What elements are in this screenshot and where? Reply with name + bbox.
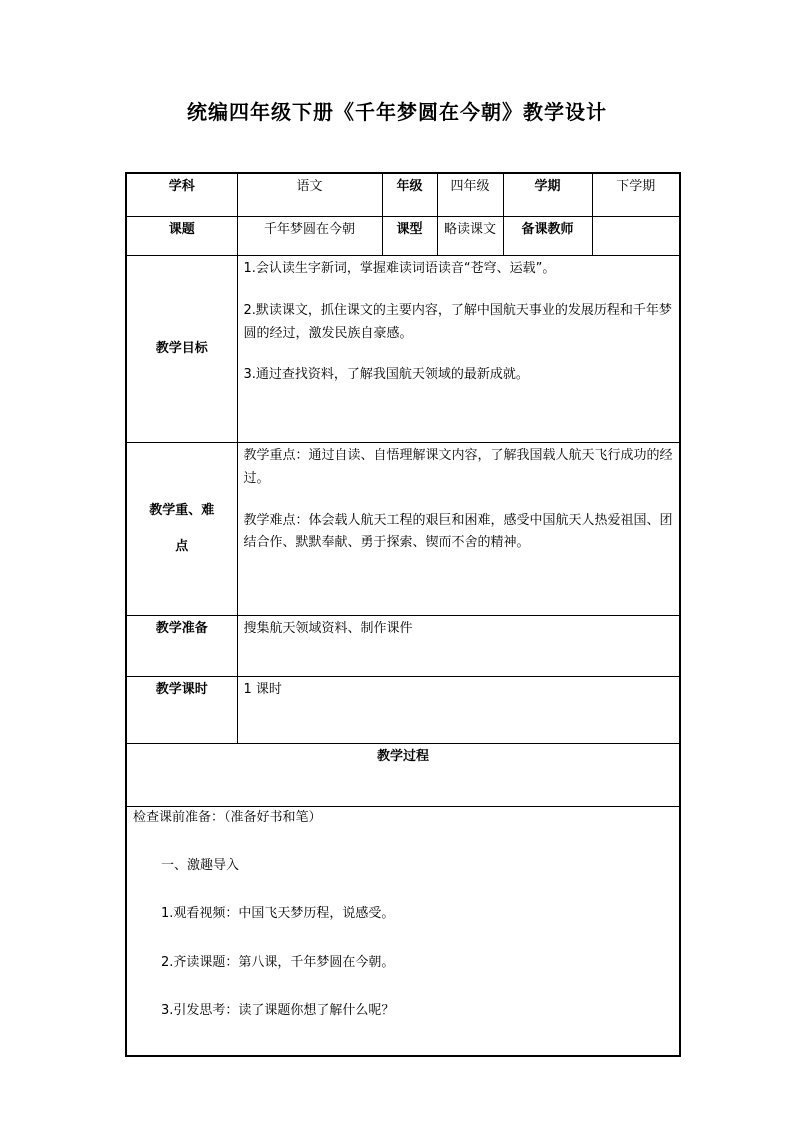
grade-label: 年级 — [382, 173, 437, 217]
grade-value: 四年级 — [437, 173, 503, 217]
table-row — [126, 217, 680, 256]
goal-item: 1.会认读生字新词，掌握难读词语读音“苍穹、运载”。 — [243, 261, 556, 276]
type-label: 课型 — [382, 217, 437, 256]
process-content — [126, 807, 680, 1057]
topic-label: 课题 — [126, 217, 237, 256]
teacher-value — [592, 217, 680, 256]
topic-value: 千年梦圆在今朝 — [237, 217, 382, 256]
term-label: 学期 — [503, 173, 592, 217]
process-heading: 教学过程 — [126, 744, 680, 807]
table-row — [126, 616, 680, 677]
prep-label: 教学准备 — [126, 616, 237, 677]
goal-item: 3.通过查找资料，了解我国航天领域的最新成就。 — [243, 367, 529, 383]
table-row — [126, 744, 680, 807]
process-check: 检查课前准备：（准备好书和笔） — [133, 810, 322, 825]
goal-item: 2.默读课文，抓住课文的主要内容，了解中国航天事业的发展历程和千年梦圆的经过，激发民族自豪感。 — [243, 302, 672, 341]
document-title: 统编四年级下册《千年梦圆在今朝》教学设计 — [187, 100, 607, 124]
teaching-key-point: 教学重点：通过自读、自悟理解课文内容，了解我国载人航天飞行成功的经过。 — [243, 448, 673, 486]
teacher-label: 备课教师 — [503, 217, 592, 256]
key-points-label — [126, 443, 237, 616]
table-row — [126, 173, 680, 217]
key-points-label-line1: 教学重、难 — [149, 502, 215, 518]
lesson-plan-table — [125, 172, 681, 1057]
key-points-label-line2: 点 — [175, 539, 189, 554]
process-step-2: 2.齐读课题：第八课，千年梦圆在今朝。 — [161, 954, 395, 970]
table-row — [126, 807, 680, 1057]
table-row — [126, 677, 680, 744]
term-value: 下学期 — [592, 173, 680, 217]
subject-value: 语文 — [237, 173, 382, 217]
table-row — [126, 256, 680, 443]
goals-label: 教学目标 — [126, 256, 237, 443]
prep-value: 搜集航天领域资料、制作课件 — [237, 616, 680, 677]
process-step-1: 1.观看视频：中国飞天梦历程，说感受。 — [161, 906, 395, 922]
teaching-difficulty: 教学难点：体会载人航天工程的艰巨和困难，感受中国航天人热爱祖国、团结合作、默默奉献、勇于探索、锲而不舍的精神。 — [243, 512, 673, 551]
subject-label: 学科 — [126, 173, 237, 217]
hours-label: 教学课时 — [126, 677, 237, 744]
goals-content — [237, 256, 680, 443]
key-points-content — [237, 443, 680, 616]
type-value: 略读课文 — [437, 217, 503, 256]
hours-value: 1 课时 — [237, 677, 680, 744]
process-step-3: 3.引发思考：读了课题你想了解什么呢？ — [161, 1002, 395, 1018]
process-section-1: 一、激趣导入 — [161, 858, 240, 874]
table-row — [126, 443, 680, 616]
